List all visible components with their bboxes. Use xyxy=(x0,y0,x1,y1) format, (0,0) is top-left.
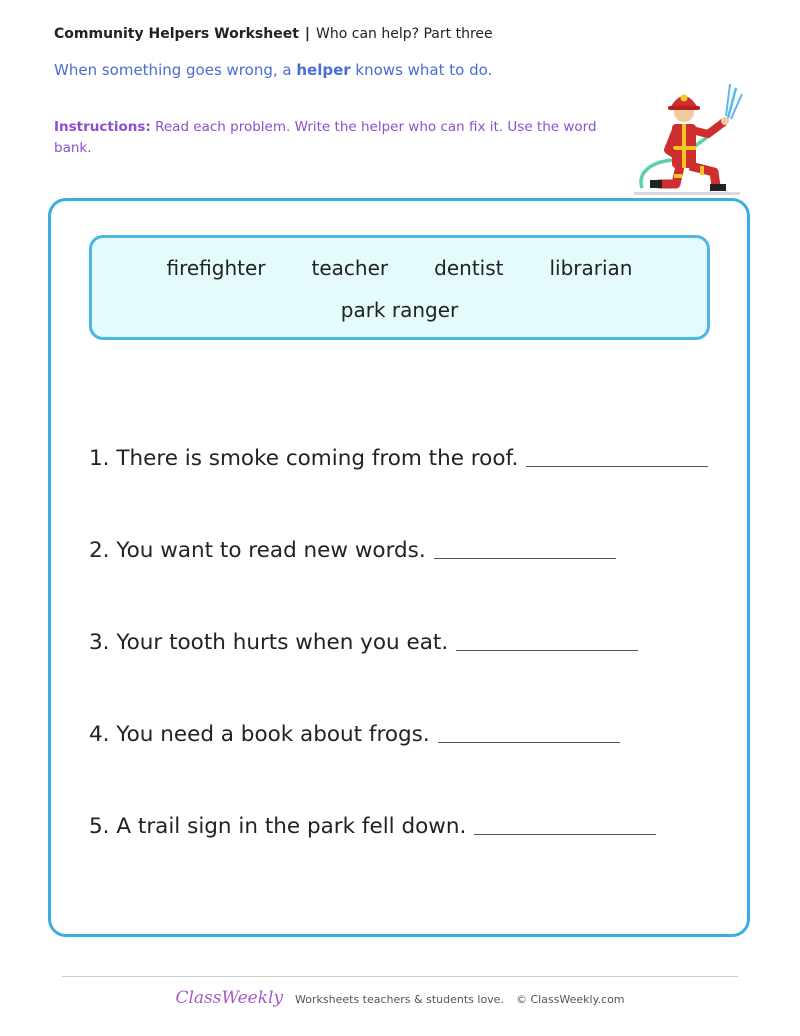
firefighter-illustration xyxy=(632,80,744,196)
footer-copyright: © ClassWeekly.com xyxy=(515,993,625,1006)
answer-blank[interactable] xyxy=(456,650,638,651)
title-main: Community Helpers Worksheet xyxy=(54,26,299,42)
problem-2 xyxy=(89,538,616,563)
word-bank-item: librarian xyxy=(549,256,633,280)
subtitle-before: When something goes wrong, a xyxy=(54,61,297,79)
problem-text: 1. There is smoke coming from the roof. xyxy=(89,446,519,471)
worksheet-title xyxy=(54,26,493,42)
problem-text: 4. You need a book about frogs. xyxy=(89,722,430,747)
footer-tagline: Worksheets teachers & students love. xyxy=(295,993,504,1006)
problem-3 xyxy=(89,630,638,655)
problem-1 xyxy=(89,446,708,471)
answer-blank[interactable] xyxy=(474,834,656,835)
word-bank-row xyxy=(92,298,707,322)
subtitle-after: knows what to do. xyxy=(350,61,493,79)
title-subtitle: Who can help? Part three xyxy=(316,26,493,42)
instructions xyxy=(54,117,614,159)
answer-blank[interactable] xyxy=(526,466,708,467)
problem-5 xyxy=(89,814,656,839)
instructions-label: Instructions: xyxy=(54,119,151,135)
instructions-text: Read each problem. Write the helper who can fix it. Use the word bank. xyxy=(54,119,597,156)
problem-text: 5. A trail sign in the park fell down. xyxy=(89,814,467,839)
word-bank-row xyxy=(92,256,707,280)
word-bank-item: park ranger xyxy=(340,298,459,322)
word-bank-item: firefighter xyxy=(166,256,266,280)
title-separator: | xyxy=(304,26,311,42)
answer-blank[interactable] xyxy=(434,558,616,559)
subtitle xyxy=(54,61,492,79)
footer-divider xyxy=(62,976,738,977)
problem-4 xyxy=(89,722,620,747)
answer-blank[interactable] xyxy=(438,742,620,743)
word-bank-item: teacher xyxy=(311,256,389,280)
subtitle-keyword: helper xyxy=(296,61,351,79)
footer xyxy=(0,988,800,1008)
word-bank-item: dentist xyxy=(434,256,504,280)
problem-text: 2. You want to read new words. xyxy=(89,538,426,563)
problem-text: 3. Your tooth hurts when you eat. xyxy=(89,630,449,655)
word-bank xyxy=(89,235,710,340)
brand-logo: ClassWeekly xyxy=(175,988,284,1008)
